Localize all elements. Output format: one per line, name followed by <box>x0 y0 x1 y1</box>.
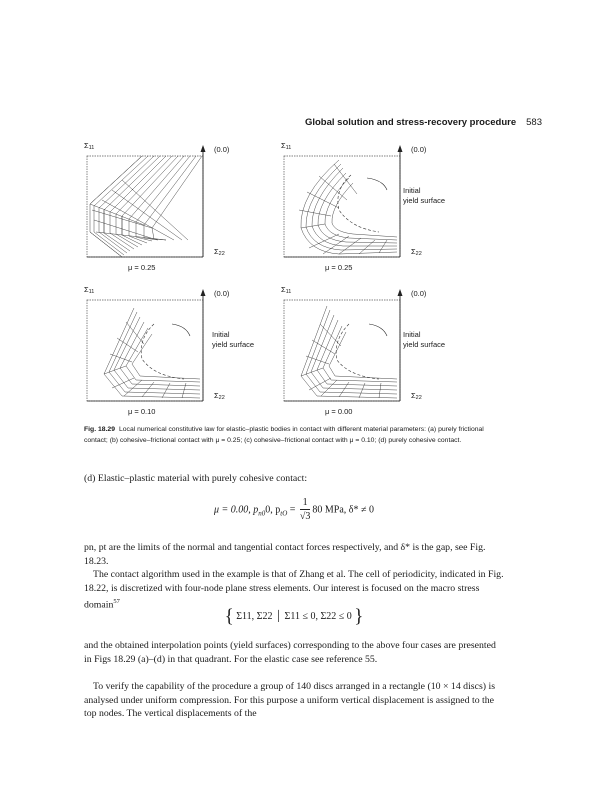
axis-label-sigma22: Σ22 <box>411 391 422 401</box>
axis-label-sigma22: Σ22 <box>411 247 422 257</box>
figure-number: Fig. 18.29 <box>84 426 115 433</box>
paragraph-contact-algorithm: The contact algorithm used in the example is that of Zhang et al. The cell of periodicity, indicated in Fig. 18.22, is discretized with four-node plane stress elements. Our interest is focused on the macro stress domain$^{57}$ <box>84 569 504 611</box>
paragraph-contact-limits: pn, pt are the limits of the normal and tangential contact forces respectively, and δ* is the gap, see Fig. 18.23. <box>84 542 486 567</box>
mu-label: μ = 0.10 <box>128 407 156 416</box>
figure-caption <box>84 425 504 446</box>
yield-surface-plot-b <box>279 140 489 280</box>
yield-surface-plot-a <box>82 140 292 280</box>
page-number: 583 <box>526 117 542 128</box>
figure-panel-a <box>82 140 292 280</box>
caption-text: Local numerical constitutive law for elastic–plastic bodies in contact with different material parameters: (a) purely frictional contact; (b) cohesive–frictional contact with μ = 0.25; (c) cohesive–frictional contact with μ = 0.10; (d) purely cohesive contact. <box>84 426 484 444</box>
axis-label-sigma11: Σ11 <box>84 285 95 295</box>
yield-surface-plot-c <box>82 284 292 424</box>
initial-yield-surface-label: Initial yield surface <box>212 330 255 349</box>
origin-label: (0.0) <box>411 289 427 298</box>
origin-label: (0.0) <box>214 145 230 154</box>
figure-panel-b <box>279 140 489 280</box>
running-head-title: Global solution and stress-recovery procedure <box>304 117 517 128</box>
axis-label-sigma22: Σ22 <box>214 391 225 401</box>
reference-superscript: 57 <box>113 598 120 606</box>
initial-yield-surface-label: Initial yield surface <box>403 330 446 349</box>
axis-label-sigma11: Σ11 <box>281 285 292 295</box>
axis-label-sigma22: Σ22 <box>214 247 225 257</box>
mu-label: μ = 0.25 <box>128 263 156 272</box>
paragraph-verification: To verify the capability of the procedure a group of 140 discs arranged in a rectangle (10 × 14 discs) is analysed under uniform compression. For this purpose a uniform vertical displacement is assigned to the top nodes. The vertical displacements of the <box>84 681 496 720</box>
origin-label: (0.0) <box>411 145 427 154</box>
paragraph-results: and the obtained interpolation points (yield surfaces) corresponding to the above four cases are presented in Figs 18.29 (a)–(d) in that quadrant. For the elastic case see reference 55. <box>84 640 496 665</box>
mu-label: μ = 0.00 <box>325 407 353 416</box>
running-head <box>0 117 542 128</box>
origin-label: (0.0) <box>214 289 230 298</box>
axis-label-sigma11: Σ11 <box>84 141 95 151</box>
figure-panel-d <box>279 284 489 424</box>
equation-stress-domain: { Σ11, Σ22 │ Σ11 ≤ 0, Σ22 ≤ 0 } <box>224 606 364 627</box>
mu-label: μ = 0.25 <box>325 263 353 272</box>
axis-label-sigma11: Σ11 <box>281 141 292 151</box>
equation-case-d: μ = 0.00, $p_{n0}0$, $p_{tO}$ = $\frac{1}{√3}$ 80 MPa, δ* ≠ 0 <box>213 497 374 522</box>
yield-surface-plot-d <box>279 284 489 424</box>
figure-panel-c <box>82 284 292 424</box>
case-d-heading: (d) Elastic–plastic material with purely cohesive contact: <box>84 473 308 484</box>
initial-yield-surface-label: Initial yield surface <box>403 186 446 205</box>
